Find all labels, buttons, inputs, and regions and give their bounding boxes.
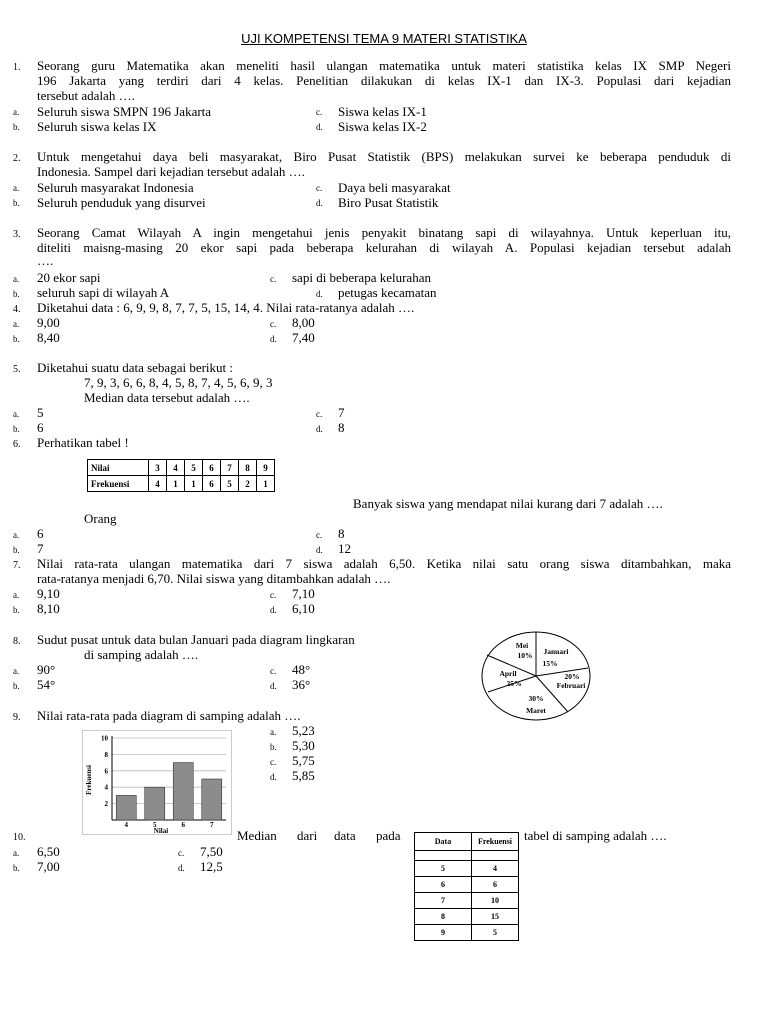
q3-line1: Seorang Camat Wilayah A ingin mengetahui jenis penyakit binatang sapi di wilayahnya. Untuk keperluan itu, — [37, 225, 731, 240]
q1-d-letter: d. — [316, 122, 323, 132]
q8-line2: di samping adalah …. — [84, 647, 199, 662]
q3-line3: …. — [37, 253, 54, 268]
x-tick-label: 6 — [181, 821, 185, 829]
q4-option-c[interactable]: 8,00 — [292, 315, 315, 330]
pie-label-pct: 20% — [564, 672, 580, 681]
q3-c-letter: c. — [270, 274, 277, 284]
q4-d-letter: d. — [270, 334, 277, 344]
q10-option-b[interactable]: 7,00 — [37, 859, 60, 874]
q9-option-c[interactable]: 5,75 — [292, 753, 315, 768]
q3-option-c[interactable]: sapi di beberapa kelurahan — [292, 270, 431, 285]
q1-number: 1. — [13, 62, 21, 73]
q6-option-b[interactable]: 7 — [37, 541, 44, 556]
q10-line-end: tabel di samping adalah …. — [524, 828, 667, 843]
q5-option-c[interactable]: 7 — [338, 405, 345, 420]
bar — [145, 787, 165, 820]
q5-c-letter: c. — [316, 409, 323, 419]
table-cell: 1 — [167, 476, 185, 492]
pie-label-pct: 25% — [506, 679, 522, 688]
table-cell: 4 — [149, 476, 167, 492]
q7-option-a[interactable]: 9,10 — [37, 586, 60, 601]
q6-option-a[interactable]: 6 — [37, 526, 44, 541]
q1-option-c[interactable]: Siswa kelas IX-1 — [338, 104, 427, 119]
q6-option-d[interactable]: 12 — [338, 541, 351, 556]
page-title: UJI KOMPETENSI TEMA 9 MATERI STATISTIKA — [241, 31, 527, 46]
q5-line3: Median data tersebut adalah …. — [84, 390, 250, 405]
q4-a-letter: a. — [13, 319, 20, 329]
q10-option-c[interactable]: 7,50 — [200, 844, 223, 859]
x-tick-label: 5 — [153, 821, 157, 829]
q4-line1: Diketahui data : 6, 9, 9, 8, 7, 7, 5, 15, 14, 4. Nilai rata-ratanya adalah …. — [37, 300, 415, 315]
x-tick-label: 4 — [124, 821, 128, 829]
q1-option-a[interactable]: Seluruh siswa SMPN 196 Jakarta — [37, 104, 212, 119]
q8-option-a[interactable]: 90° — [37, 662, 56, 677]
q2-line2: Indonesia. Sampel dari kejadian tersebut adalah …. — [37, 164, 305, 179]
q5-option-d[interactable]: 8 — [338, 420, 345, 435]
q6-c-letter: c. — [316, 530, 323, 540]
q6-option-c[interactable]: 8 — [338, 526, 345, 541]
q7-line2: rata-ratanya menjadi 6,70. Nilai siswa yang ditambahkan adalah …. — [37, 571, 391, 586]
q8-option-d[interactable]: 36° — [292, 677, 311, 692]
q10-d-letter: d. — [178, 863, 185, 873]
pie-label-name: Februari — [556, 681, 586, 690]
q2-number: 2. — [13, 153, 21, 164]
q8-c-letter: c. — [270, 666, 277, 676]
q4-c-letter: c. — [270, 319, 277, 329]
q7-b-letter: b. — [13, 605, 20, 615]
q8-d-letter: d. — [270, 681, 277, 691]
pie-label-name: Mei — [515, 641, 529, 650]
q7-option-d[interactable]: 6,10 — [292, 601, 315, 616]
q3-d-letter: d. — [316, 289, 323, 299]
q7-number: 7. — [13, 560, 21, 571]
bar — [173, 763, 193, 820]
q10-data-table — [414, 832, 519, 941]
q7-d-letter: d. — [270, 605, 277, 615]
q1-option-b[interactable]: Seluruh siswa kelas IX — [37, 119, 157, 134]
q1-b-letter: b. — [13, 122, 20, 132]
q6-line1: Perhatikan tabel ! — [37, 435, 129, 450]
q1-line3: tersebut adalah …. — [37, 88, 135, 103]
q8-pie-chart — [480, 630, 592, 722]
q3-number: 3. — [13, 229, 21, 240]
q7-a-letter: a. — [13, 590, 20, 600]
q2-option-d[interactable]: Biro Pusat Statistik — [338, 195, 439, 210]
table-cell: 5 — [221, 476, 239, 492]
q3-option-a[interactable]: 20 ekor sapi — [37, 270, 101, 285]
pie-label-name: April — [499, 669, 517, 678]
q2-b-letter: b. — [13, 198, 20, 208]
x-tick-label: 7 — [210, 821, 214, 829]
q5-a-letter: a. — [13, 409, 20, 419]
q8-line1: Sudut pusat untuk data bulan Januari pada diagram lingkaran — [37, 632, 355, 647]
q5-option-a[interactable]: 5 — [37, 405, 44, 420]
q9-bar-chart — [82, 730, 232, 835]
q2-a-letter: a. — [13, 183, 20, 193]
table-cell: 10 — [472, 893, 519, 909]
bar — [202, 779, 222, 820]
table-header: Frekuensi — [472, 833, 519, 851]
y-tick-label: 10 — [101, 734, 108, 743]
table-cell: 7 — [221, 460, 239, 476]
y-axis-label: Frekuensi — [85, 765, 93, 795]
y-tick-label: 6 — [104, 767, 108, 776]
y-tick-label: 2 — [104, 800, 108, 809]
q6-a-letter: a. — [13, 530, 20, 540]
q1-option-d[interactable]: Siswa kelas IX-2 — [338, 119, 427, 134]
table-cell: 8 — [415, 909, 472, 925]
q9-c-letter: c. — [270, 757, 277, 767]
pie-label-pct: 30% — [528, 694, 544, 703]
q8-a-letter: a. — [13, 666, 20, 676]
bar — [116, 795, 136, 820]
q3-option-d[interactable]: petugas kecamatan — [338, 285, 437, 300]
q10-word: dari — [297, 828, 318, 843]
pie-label-name: Maret — [526, 706, 546, 715]
q7-option-c[interactable]: 7,10 — [292, 586, 315, 601]
q5-d-letter: d. — [316, 424, 323, 434]
pie-label-name: Januari — [543, 647, 569, 656]
q7-option-b[interactable]: 8,10 — [37, 601, 60, 616]
x-axis-label: Nilai — [153, 827, 169, 835]
q7-c-letter: c. — [270, 590, 277, 600]
table-cell: 1 — [185, 476, 203, 492]
q1-c-letter: c. — [316, 107, 323, 117]
table-cell: 4 — [472, 861, 519, 877]
q4-option-b[interactable]: 8,40 — [37, 330, 60, 345]
q9-d-letter: d. — [270, 772, 277, 782]
q4-b-letter: b. — [13, 334, 20, 344]
table-cell: 6 — [415, 877, 472, 893]
table-cell: 9 — [415, 925, 472, 941]
table-cell: 1 — [257, 476, 275, 492]
table-row-label: Nilai — [88, 460, 149, 476]
q2-option-c[interactable]: Daya beli masyarakat — [338, 180, 451, 195]
q1-line1: Seorang guru Matematika akan meneliti hasil ulangan matematika untuk materi statistika kelas IX SMP Negeri — [37, 58, 731, 73]
q4-option-a[interactable]: 9,00 — [37, 315, 60, 330]
q2-d-letter: d. — [316, 198, 323, 208]
q6-line3: Orang — [84, 511, 117, 526]
q9-line1: Nilai rata-rata pada diagram di samping adalah …. — [37, 708, 301, 723]
pie-label-pct: 15% — [542, 659, 558, 668]
q9-a-letter: a. — [270, 727, 277, 737]
table-cell: 4 — [167, 460, 185, 476]
q3-a-letter: a. — [13, 274, 20, 284]
q10-word: data — [334, 828, 356, 843]
q9-b-letter: b. — [270, 742, 277, 752]
q8-option-b[interactable]: 54° — [37, 677, 56, 692]
table-cell: 5 — [472, 925, 519, 941]
q8-number: 8. — [13, 636, 21, 647]
table-cell: 2 — [239, 476, 257, 492]
q10-number: 10. — [13, 832, 26, 843]
q6-d-letter: d. — [316, 545, 323, 555]
q6-frequency-table — [87, 459, 275, 492]
q10-b-letter: b. — [13, 863, 20, 873]
q6-line2: Banyak siswa yang mendapat nilai kurang dari 7 adalah …. — [353, 496, 663, 511]
table-cell: 6 — [203, 476, 221, 492]
table-cell: 5 — [415, 861, 472, 877]
table-cell: 6 — [203, 460, 221, 476]
q10-word: Median — [237, 828, 277, 843]
q5-number: 5. — [13, 364, 21, 375]
q10-a-letter: a. — [13, 848, 20, 858]
q5-option-b[interactable]: 6 — [37, 420, 44, 435]
q10-option-a[interactable]: 6,50 — [37, 844, 60, 859]
q3-line2: diteliti maisng-masing 20 ekor sapi pada beberapa kelurahan di wilayah A. Populasi kejadian tersebut adalah — [37, 240, 731, 255]
q2-c-letter: c. — [316, 183, 323, 193]
table-cell: 8 — [239, 460, 257, 476]
q3-b-letter: b. — [13, 289, 20, 299]
table-cell: 5 — [185, 460, 203, 476]
q7-line1: Nilai rata-rata ulangan matematika dari 7 siswa adalah 6,50. Ketika nilai satu orang siswa ditambahkan, maka — [37, 556, 731, 571]
q8-option-c[interactable]: 48° — [292, 662, 311, 677]
q5-line1: Diketahui suatu data sebagai berikut : — [37, 360, 234, 375]
q2-option-b[interactable]: Seluruh penduduk yang disurvei — [37, 195, 206, 210]
q4-option-d[interactable]: 7,40 — [292, 330, 315, 345]
q5-b-letter: b. — [13, 424, 20, 434]
table-row-label: Frekuensi — [88, 476, 149, 492]
q10-word: pada — [376, 828, 401, 843]
q9-option-d[interactable]: 5,85 — [292, 768, 315, 783]
q3-option-b[interactable]: seluruh sapi di wilayah A — [37, 285, 170, 300]
q9-option-a[interactable]: 5,23 — [292, 723, 315, 738]
table-cell: 3 — [149, 460, 167, 476]
table-header: Data — [415, 833, 472, 851]
q6-b-letter: b. — [13, 545, 20, 555]
q1-a-letter: a. — [13, 107, 20, 117]
q10-option-d[interactable]: 12,5 — [200, 859, 223, 874]
q6-number: 6. — [13, 439, 21, 450]
y-tick-label: 4 — [104, 783, 108, 792]
q9-option-b[interactable]: 5,30 — [292, 738, 315, 753]
q1-line2: 196 Jakarta yang terdiri dari 4 kelas. Penelitian dilakukan di kelas IX-1 dan IX-3. Populasi dari kejadian — [37, 73, 731, 88]
q2-option-a[interactable]: Seluruh masyarakat Indonesia — [37, 180, 194, 195]
q9-number: 9. — [13, 712, 21, 723]
table-cell: 15 — [472, 909, 519, 925]
q5-line2: 7, 9, 3, 6, 6, 8, 4, 5, 8, 7, 4, 5, 6, 9, 3 — [84, 375, 273, 390]
pie-label-pct: 10% — [517, 651, 533, 660]
table-cell: 6 — [472, 877, 519, 893]
table-cell: 9 — [257, 460, 275, 476]
q4-number: 4. — [13, 304, 21, 315]
q8-b-letter: b. — [13, 681, 20, 691]
y-tick-label: 8 — [104, 750, 108, 759]
q2-line1: Untuk mengetahui daya beli masyarakat, Biro Pusat Statistik (BPS) melakukan survei ke beberapa penduduk di — [37, 149, 731, 164]
q10-c-letter: c. — [178, 848, 185, 858]
table-cell: 7 — [415, 893, 472, 909]
